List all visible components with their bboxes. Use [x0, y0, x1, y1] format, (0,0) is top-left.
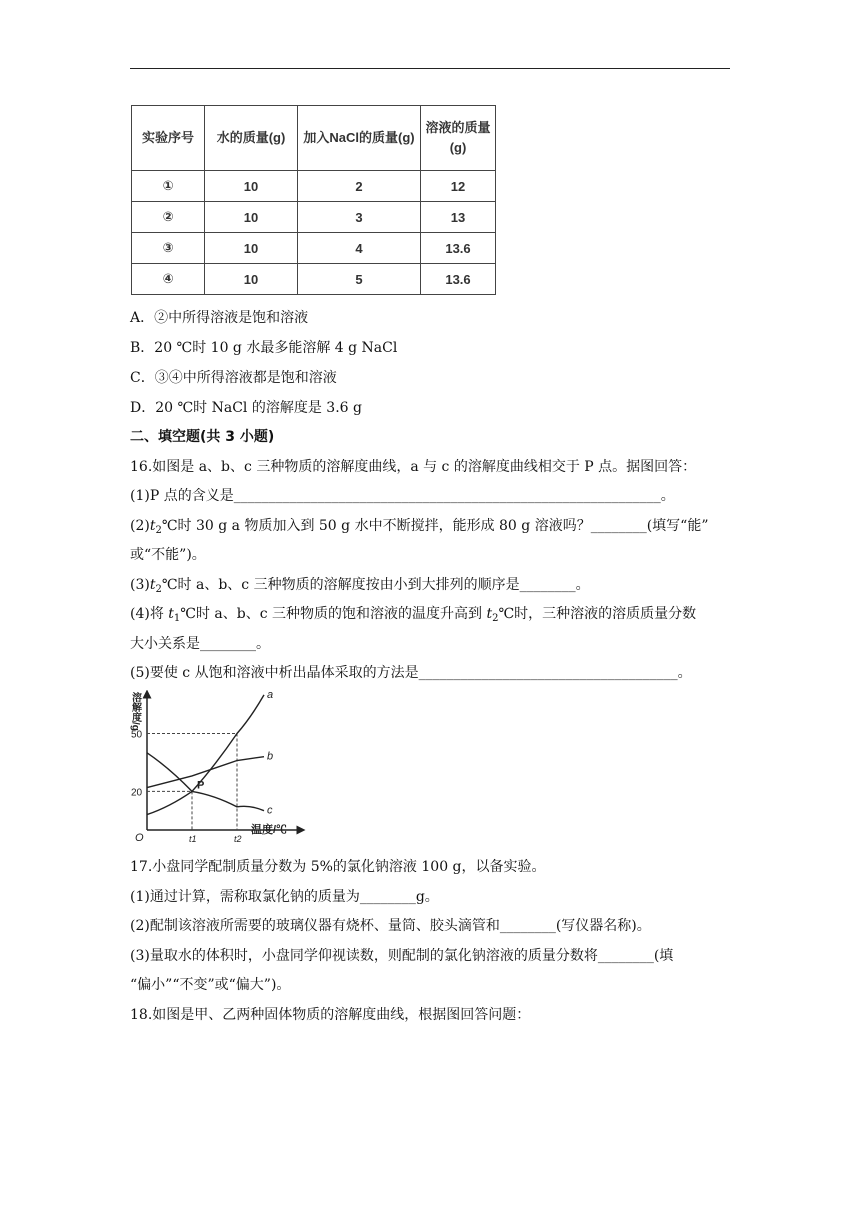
table-cell: 12: [421, 171, 496, 202]
table-header-row: [132, 106, 496, 171]
q16-part3: [130, 576, 590, 599]
temperature-subscript: 2: [155, 584, 162, 595]
temperature-symbol: t: [486, 606, 493, 622]
table-row: [132, 264, 496, 295]
y-axis-label: 溶解度/g: [129, 692, 141, 731]
curve-b: [147, 757, 264, 788]
x-axis-label: 温度/℃: [251, 824, 288, 836]
temperature-subscript: 2: [492, 613, 499, 624]
option-b: B．20 ℃时 10 g 水最多能溶解 4 g NaCl: [130, 340, 398, 356]
x-tick-label: t1: [189, 834, 197, 844]
q17-part2: (2)配制该溶液所需要的玻璃仪器有烧杯、量筒、胶头滴管和________(写仪器名称)。: [130, 918, 651, 934]
q18-stem: 18.如图是甲、乙两种固体物质的溶解度曲线，根据图回答问题：: [130, 1007, 531, 1023]
solubility-chart: [127, 690, 307, 845]
option-d: D．20 ℃时 NaCl 的溶解度是 3.6 g: [130, 400, 362, 416]
q16-part4-text: ℃时，三种溶液的溶质质量分数: [498, 606, 697, 622]
experiment-table: [131, 105, 496, 295]
table-cell: 10: [205, 202, 298, 233]
table-cell: ④: [132, 264, 205, 295]
table-cell: 4: [298, 233, 421, 264]
table-cell: ③: [132, 233, 205, 264]
header-rule: [130, 68, 730, 69]
q16-part4-mid: ℃时 a、b、c 三种物质的饱和溶液的温度升高到: [180, 606, 487, 622]
q16-part2-text: ℃时 30 g a 物质加入到 50 g 水中不断搅拌，能形成 80 g 溶液吗？________(填写“能”: [161, 518, 709, 534]
q17-part3-cont: “偏小”“不变”或“偏大”)。: [130, 977, 291, 993]
q16-part3-prefix: (3): [130, 577, 150, 593]
table-cell: ②: [132, 202, 205, 233]
table-row: [132, 202, 496, 233]
q16-part4-cont: 大小关系是________。: [130, 636, 270, 652]
table-header-cell: 实验序号: [132, 106, 205, 171]
temperature-subscript: 1: [173, 613, 181, 624]
table-cell: 3: [298, 202, 421, 233]
table-cell: 2: [298, 171, 421, 202]
q17-part3: (3)量取水的体积时，小盘同学仰视读数，则配制的氯化钠溶液的质量分数将________(填: [130, 948, 674, 964]
q16-part2-prefix: (2): [130, 518, 150, 534]
option-a: A．②中所得溶液是饱和溶液: [130, 310, 309, 326]
q17-part1: (1)通过计算，需称取氯化钠的质量为________g。: [130, 889, 439, 905]
table-cell: 10: [205, 264, 298, 295]
y-tick-label: 50: [131, 729, 143, 741]
point-p-label: P: [197, 779, 205, 792]
curve-a: [147, 695, 264, 815]
table-header-cell: 溶液的质量(g): [421, 106, 496, 171]
curve-c: [147, 753, 264, 811]
q16-stem: 16.如图是 a、b、c 三种物质的溶解度曲线，a 与 c 的溶解度曲线相交于 P 点。据图回答：: [130, 459, 697, 475]
series-label: a: [267, 690, 274, 701]
q16-part4: [130, 605, 696, 628]
q17-stem: 17.小盘同学配制质量分数为 5%的氯化钠溶液 100 g，以备实验。: [130, 859, 546, 875]
chart-labels: [130, 690, 288, 844]
section-title: 二、填空题(共 3 小题): [130, 429, 275, 445]
q16-part5: (5)要使 c 从饱和溶液中析出晶体采取的方法是_____________________________________。: [130, 665, 692, 681]
y-tick-label: 20: [131, 787, 143, 799]
table-cell: 5: [298, 264, 421, 295]
origin-label: O: [135, 832, 144, 844]
guide-lines: [147, 734, 237, 831]
q16-part2: [130, 517, 708, 540]
table-cell: 13.6: [421, 233, 496, 264]
temperature-subscript: 2: [155, 525, 162, 536]
series-label: b: [267, 750, 274, 763]
table-header-cell: 加入NaCl的质量(g): [298, 106, 421, 171]
q16-part1: (1)P 点的含义是_____________________________________________________________。: [130, 488, 675, 504]
x-tick-label: t2: [234, 834, 242, 844]
table-cell: 13: [421, 202, 496, 233]
table-header-cell: 水的质量(g): [205, 106, 298, 171]
table-row: [132, 171, 496, 202]
curves: [147, 695, 264, 815]
option-c: C．③④中所得溶液都是饱和溶液: [130, 370, 337, 386]
temperature-symbol: t: [149, 577, 156, 593]
table-cell: 10: [205, 233, 298, 264]
table-cell: 13.6: [421, 264, 496, 295]
table-cell: 10: [205, 171, 298, 202]
temperature-symbol: t: [168, 606, 174, 622]
series-label: c: [267, 804, 273, 817]
q16-part3-text: ℃时 a、b、c 三种物质的溶解度按由小到大排列的顺序是________。: [161, 577, 590, 593]
table-cell: ①: [132, 171, 205, 202]
table-row: [132, 233, 496, 264]
q16-part2-cont: 或“不能”)。: [130, 547, 206, 563]
q16-part4-prefix: (4)将: [130, 606, 169, 622]
temperature-symbol: t: [149, 518, 156, 534]
